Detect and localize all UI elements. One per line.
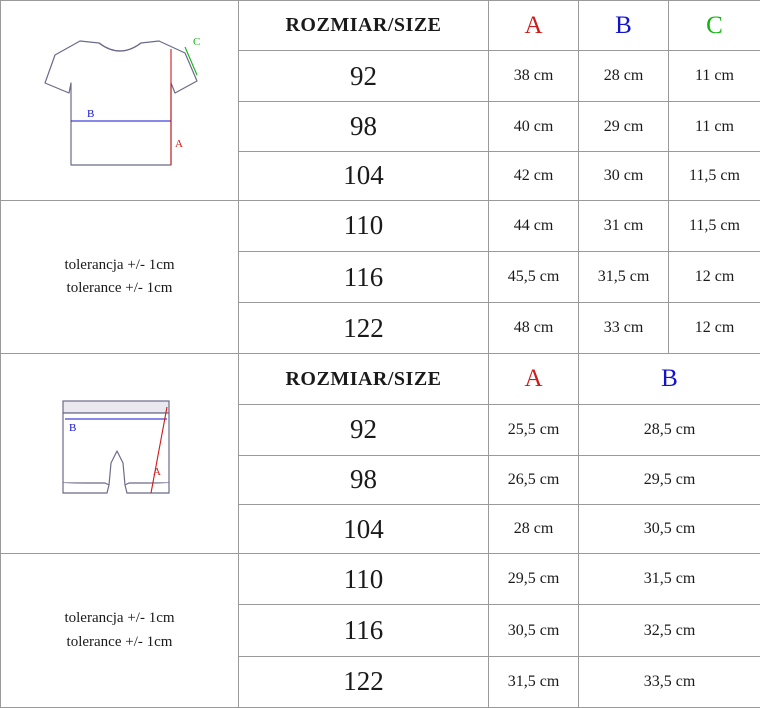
shorts-diagram bbox=[45, 389, 195, 519]
tshirt-size-116: 116 bbox=[239, 251, 489, 302]
shorts-116-b: 32,5 cm bbox=[579, 605, 760, 656]
shorts-figure-cell bbox=[1, 354, 239, 554]
shorts-98-b: 29,5 cm bbox=[579, 455, 760, 504]
shorts-122-a: 31,5 cm bbox=[489, 656, 579, 707]
tshirt-92-a: 38 cm bbox=[489, 51, 579, 102]
tshirt-110-c: 11,5 cm bbox=[669, 200, 760, 251]
shorts-size-122: 122 bbox=[239, 656, 489, 707]
shorts-110-a: 29,5 cm bbox=[489, 554, 579, 605]
tshirt-size-98: 98 bbox=[239, 102, 489, 151]
shorts-header-a: A bbox=[489, 354, 579, 404]
tshirt-98-c: 11 cm bbox=[669, 102, 760, 151]
tshirt-92-c: 11 cm bbox=[669, 51, 760, 102]
tshirt-122-a: 48 cm bbox=[489, 303, 579, 354]
tshirt-110-a: 44 cm bbox=[489, 200, 579, 251]
shorts-tolerance-cell bbox=[1, 554, 239, 708]
tolerance-en: tolerance +/- 1cm bbox=[66, 280, 173, 297]
shorts-label-b: B bbox=[68, 421, 76, 434]
shorts-104-b: 30,5 cm bbox=[579, 505, 760, 554]
tshirt-label-b: B bbox=[86, 108, 94, 121]
shorts-label-a: A bbox=[152, 465, 161, 478]
shorts-116-a: 30,5 cm bbox=[489, 605, 579, 656]
shorts-92-b: 28,5 cm bbox=[579, 404, 760, 455]
tshirt-figure-cell bbox=[1, 1, 239, 201]
shorts-110-b: 31,5 cm bbox=[579, 554, 760, 605]
tshirt-104-b: 30 cm bbox=[579, 151, 669, 200]
tshirt-116-c: 12 cm bbox=[669, 251, 760, 302]
shorts-92-a: 25,5 cm bbox=[489, 404, 579, 455]
shorts-size-92: 92 bbox=[239, 404, 489, 455]
tshirt-size-122: 122 bbox=[239, 303, 489, 354]
tshirt-122-c: 12 cm bbox=[669, 303, 760, 354]
table-row bbox=[1, 554, 760, 605]
tshirt-diagram bbox=[25, 25, 215, 175]
shorts-size-104: 104 bbox=[239, 505, 489, 554]
tshirt-tolerance-cell bbox=[1, 200, 239, 354]
tshirt-header-c: C bbox=[669, 1, 760, 51]
tshirt-92-b: 28 cm bbox=[579, 51, 669, 102]
tshirt-label-a: A bbox=[174, 138, 183, 151]
shorts-104-a: 28 cm bbox=[489, 505, 579, 554]
tshirt-header-a: A bbox=[489, 1, 579, 51]
shorts-size-110: 110 bbox=[239, 554, 489, 605]
tshirt-104-c: 11,5 cm bbox=[669, 151, 760, 200]
tshirt-header-size: ROZMIAR/SIZE bbox=[239, 1, 489, 51]
tshirt-size-110: 110 bbox=[239, 200, 489, 251]
shorts-size-116: 116 bbox=[239, 605, 489, 656]
tshirt-110-b: 31 cm bbox=[579, 200, 669, 251]
tshirt-116-a: 45,5 cm bbox=[489, 251, 579, 302]
shorts-98-a: 26,5 cm bbox=[489, 455, 579, 504]
tolerance-pl: tolerancja +/- 1cm bbox=[64, 256, 175, 273]
table-row bbox=[1, 200, 760, 251]
shorts-122-b: 33,5 cm bbox=[579, 656, 760, 707]
tshirt-104-a: 42 cm bbox=[489, 151, 579, 200]
shorts-header-b: B bbox=[579, 354, 760, 404]
tshirt-98-a: 40 cm bbox=[489, 102, 579, 151]
shorts-header-size: ROZMIAR/SIZE bbox=[239, 354, 489, 404]
tshirt-98-b: 29 cm bbox=[579, 102, 669, 151]
tshirt-size-92: 92 bbox=[239, 51, 489, 102]
tshirt-size-104: 104 bbox=[239, 151, 489, 200]
tshirt-label-c: C bbox=[192, 36, 200, 49]
tshirt-header-b: B bbox=[579, 1, 669, 51]
tshirt-116-b: 31,5 cm bbox=[579, 251, 669, 302]
tolerance-pl: tolerancja +/- 1cm bbox=[64, 610, 175, 627]
tshirt-122-b: 33 cm bbox=[579, 303, 669, 354]
tolerance-en: tolerance +/- 1cm bbox=[66, 633, 173, 650]
shorts-size-98: 98 bbox=[239, 455, 489, 504]
